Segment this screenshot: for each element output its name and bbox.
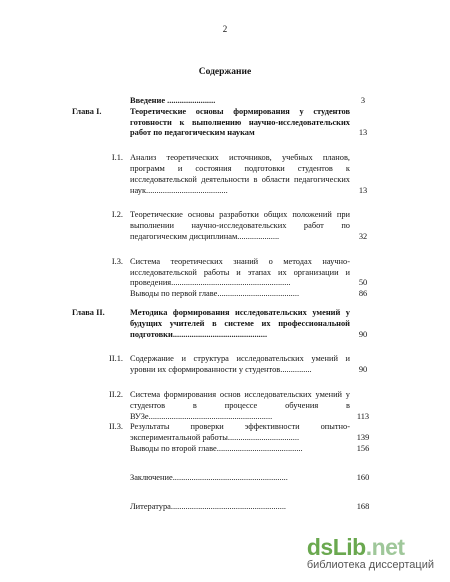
toc-entry-text: Анализ теоретических источников, учебных планов, программ и состояния подготовки студентов к исследовательской деятельности в области педагогических наук....................................... xyxy=(130,153,350,195)
dslib-watermark xyxy=(307,535,434,572)
toc-entry-text: Теоретические основы формирования у студентов готовности к выполнению научно-исследовательских работ по педагогическим наукам xyxy=(130,106,350,138)
toc-entry-page: 156 xyxy=(356,443,370,453)
toc-entry-references xyxy=(72,502,374,513)
toc-entry-label: II.1. xyxy=(109,354,123,364)
toc-entry-text: Теоретические основы разработки общих положений при выполнении научно-исследовательских работ по педагогическим дисциплинам.................... xyxy=(130,210,350,241)
toc-entry-page: 90 xyxy=(358,329,368,339)
toc-entry-page: 168 xyxy=(356,501,370,511)
toc-entry-section-2-3 xyxy=(72,422,374,444)
toc-entry-page: 50 xyxy=(358,278,368,288)
toc-entry-page: 13 xyxy=(358,185,368,195)
toc-entry-text: Литература....................................................... xyxy=(130,501,287,511)
toc-entry-text: Система теоретических знаний о методах научно-исследовательской работы и этапах их организации и проведения......................................................... xyxy=(130,256,350,288)
toc-entry-introduction xyxy=(72,96,374,107)
toc-entry-page: 86 xyxy=(358,289,368,299)
dslib-logo xyxy=(307,535,434,559)
toc-entry-text: Заключение....................................................... xyxy=(130,472,288,482)
toc-entry-conclusions-1 xyxy=(72,289,374,300)
toc-entry-conclusion xyxy=(72,473,374,484)
toc-entry-text: Введение ....................... xyxy=(130,96,216,105)
toc-entry-label: I.3. xyxy=(111,256,123,266)
toc-entry-page: 160 xyxy=(356,472,370,482)
toc-entry-conclusions-2 xyxy=(72,444,374,455)
toc-entry-text: Содержание и структура исследовательских умений и уровни их сформированности у студентов............... xyxy=(130,354,350,375)
toc-entry-chapter-2 xyxy=(72,308,374,340)
watermark-tagline: библиотека диссертаций xyxy=(306,559,434,571)
toc-entry-text: Система формирования основ исследовательских умений у студентов в процессе обучения в ВУЗе........................................................... xyxy=(130,389,350,421)
page-number: 2 xyxy=(222,24,228,34)
toc-entry-page: 139 xyxy=(356,433,370,443)
toc-entry-text: Методика формирования исследовательских умений у будущих учителей в системе их профессиональной подготовки............................................. xyxy=(130,307,350,339)
toc-entry-section-1-1 xyxy=(72,153,374,196)
toc-entry-page: 32 xyxy=(358,231,368,241)
toc-entry-label: I.1. xyxy=(111,153,123,163)
toc-entry-section-1-3 xyxy=(72,257,374,289)
logo-main: dsLib xyxy=(306,534,366,560)
toc-entry-page: 90 xyxy=(358,365,368,375)
toc-entry-text: Выводы по второй главе......................................... xyxy=(130,443,303,453)
toc-entry-page: 3 xyxy=(360,96,366,105)
table-of-contents xyxy=(72,96,374,512)
toc-entry-section-1-2 xyxy=(72,210,374,242)
toc-entry-label: II.2. xyxy=(109,389,123,399)
toc-title: Содержание xyxy=(198,67,252,77)
toc-entry-page: 13 xyxy=(358,128,368,138)
toc-entry-section-2-1 xyxy=(72,354,374,376)
toc-entry-text: Результаты проверки эффективности опытно-экспериментальной работы.................................. xyxy=(130,422,350,443)
toc-entry-label: II.3. xyxy=(109,422,123,432)
toc-entry-label: Глава II. xyxy=(72,307,105,317)
logo-suffix: .net xyxy=(365,534,405,560)
toc-entry-label: Глава I. xyxy=(72,106,102,116)
toc-entry-label: I.2. xyxy=(111,210,123,220)
toc-entry-section-2-2 xyxy=(72,390,374,422)
toc-entry-page: 113 xyxy=(356,411,370,421)
toc-entry-chapter-1 xyxy=(72,107,374,139)
toc-entry-text: Выводы по первой главе....................................... xyxy=(130,289,300,299)
